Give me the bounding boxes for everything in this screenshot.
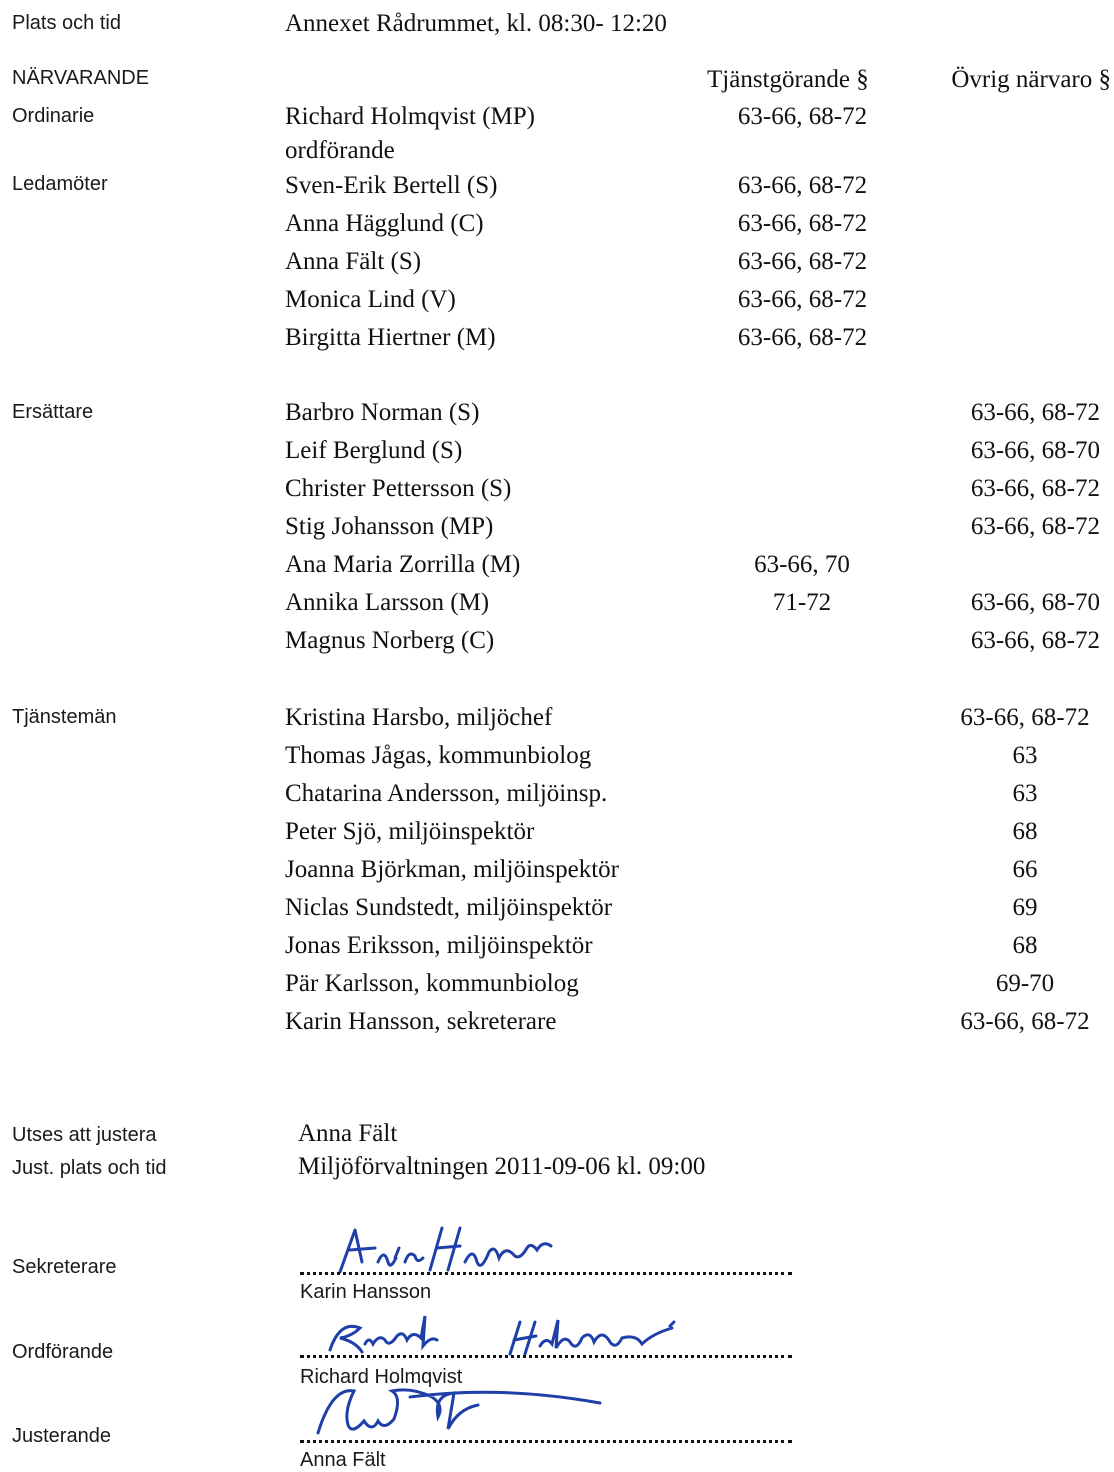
list-item-other: 68 [1012,818,1038,845]
secretary-signature-line [300,1272,792,1275]
adjuster-name: Anna Fält [300,1449,386,1471]
justering-label: Utses att justera [12,1124,157,1146]
place-value: Annexet Rådrummet, kl. 08:30- 12:20 [285,10,667,37]
list-item-name: Stig Johansson (MP) [285,513,494,540]
list-item-name: Joanna Björkman, miljöinspektör [285,856,619,883]
list-item-other: 63-66, 68-70 [970,437,1100,464]
secretary-name: Karin Hansson [300,1281,432,1303]
list-item-other: 68 [1012,932,1038,959]
adjuster-signature-line [300,1440,792,1443]
list-item-name: Karin Hansson, sekreterare [285,1008,557,1035]
ledamoter-label: Ledamöter [12,173,108,195]
list-item-name: Ana Maria Zorrilla (M) [285,551,521,578]
ordinarie-name: Richard Holmqvist (MP) [285,103,535,130]
list-item-service: 71-72 [772,589,832,616]
present-label: NÄRVARANDE [12,67,150,89]
list-item-name: Kristina Harsbo, miljöchef [285,704,553,731]
list-item-other: 69-70 [995,970,1055,997]
list-item-name: Monica Lind (V) [285,286,456,313]
secretary-label: Sekreterare [12,1256,117,1278]
list-item-name: Anna Hägglund (C) [285,210,484,237]
ordinarie-role: ordförande [285,137,395,164]
list-item-other: 63-66, 68-72 [970,513,1100,540]
list-item-other: 63-66, 68-72 [970,475,1100,502]
list-item-name: Thomas Jågas, kommunbiolog [285,742,592,769]
list-item-service: 63-66, 68-72 [737,248,868,275]
list-item-name: Barbro Norman (S) [285,399,480,426]
col-service-header: Tjänstgörande § [707,66,869,93]
list-item-other: 63-66, 68-72 [970,399,1100,426]
ersattare-label: Ersättare [12,401,94,423]
list-item-name: Sven-Erik Bertell (S) [285,172,498,199]
chair-signature [300,1310,790,1360]
list-item-service: 63-66, 68-72 [737,286,868,313]
chair-signature-line [300,1355,792,1358]
list-item-other: 69 [1012,894,1038,921]
place-label: Plats och tid [12,12,121,34]
list-item-name: Anna Fält (S) [285,248,422,275]
list-item-name: Peter Sjö, miljöinspektör [285,818,535,845]
chair-label: Ordförande [12,1341,114,1363]
list-item-name: Birgitta Hiertner (M) [285,324,496,351]
adjuster-signature [300,1385,620,1445]
list-item-other: 63-66, 68-72 [970,627,1100,654]
list-item-other: 63-66, 68-70 [970,589,1100,616]
list-item-name: Leif Berglund (S) [285,437,463,464]
list-item-other: 63 [1012,742,1038,769]
list-item-name: Annika Larsson (M) [285,589,490,616]
justering-place-label: Just. plats och tid [12,1157,167,1179]
list-item-service: 63-66, 68-72 [737,210,868,237]
list-item-name: Chatarina Andersson, miljöinsp. [285,780,608,807]
list-item-service: 63-66, 70 [754,551,850,578]
list-item-service: 63-66, 68-72 [737,172,868,199]
ordinarie-label: Ordinarie [12,105,95,127]
col-other-header: Övrig närvaro § [951,66,1111,93]
list-item-other: 66 [1012,856,1038,883]
justering-value: Anna Fält [298,1120,398,1147]
list-item-name: Christer Pettersson (S) [285,475,512,502]
chair-name: Richard Holmqvist [300,1366,463,1388]
list-item-name: Magnus Norberg (C) [285,627,495,654]
list-item-service: 63-66, 68-72 [737,324,868,351]
list-item-name: Jonas Eriksson, miljöinspektör [285,932,593,959]
list-item-name: Niclas Sundstedt, miljöinspektör [285,894,613,921]
list-item-other: 63-66, 68-72 [960,704,1090,731]
adjuster-label: Justerande [12,1425,111,1447]
list-item-other: 63 [1012,780,1038,807]
list-item-name: Pär Karlsson, kommunbiolog [285,970,579,997]
justering-place-value: Miljöförvaltningen 2011-09-06 kl. 09:00 [298,1153,706,1180]
list-item-other: 63-66, 68-72 [960,1008,1090,1035]
ordinarie-service: 63-66, 68-72 [737,103,868,130]
tjansteman-label: Tjänstemän [12,706,117,728]
